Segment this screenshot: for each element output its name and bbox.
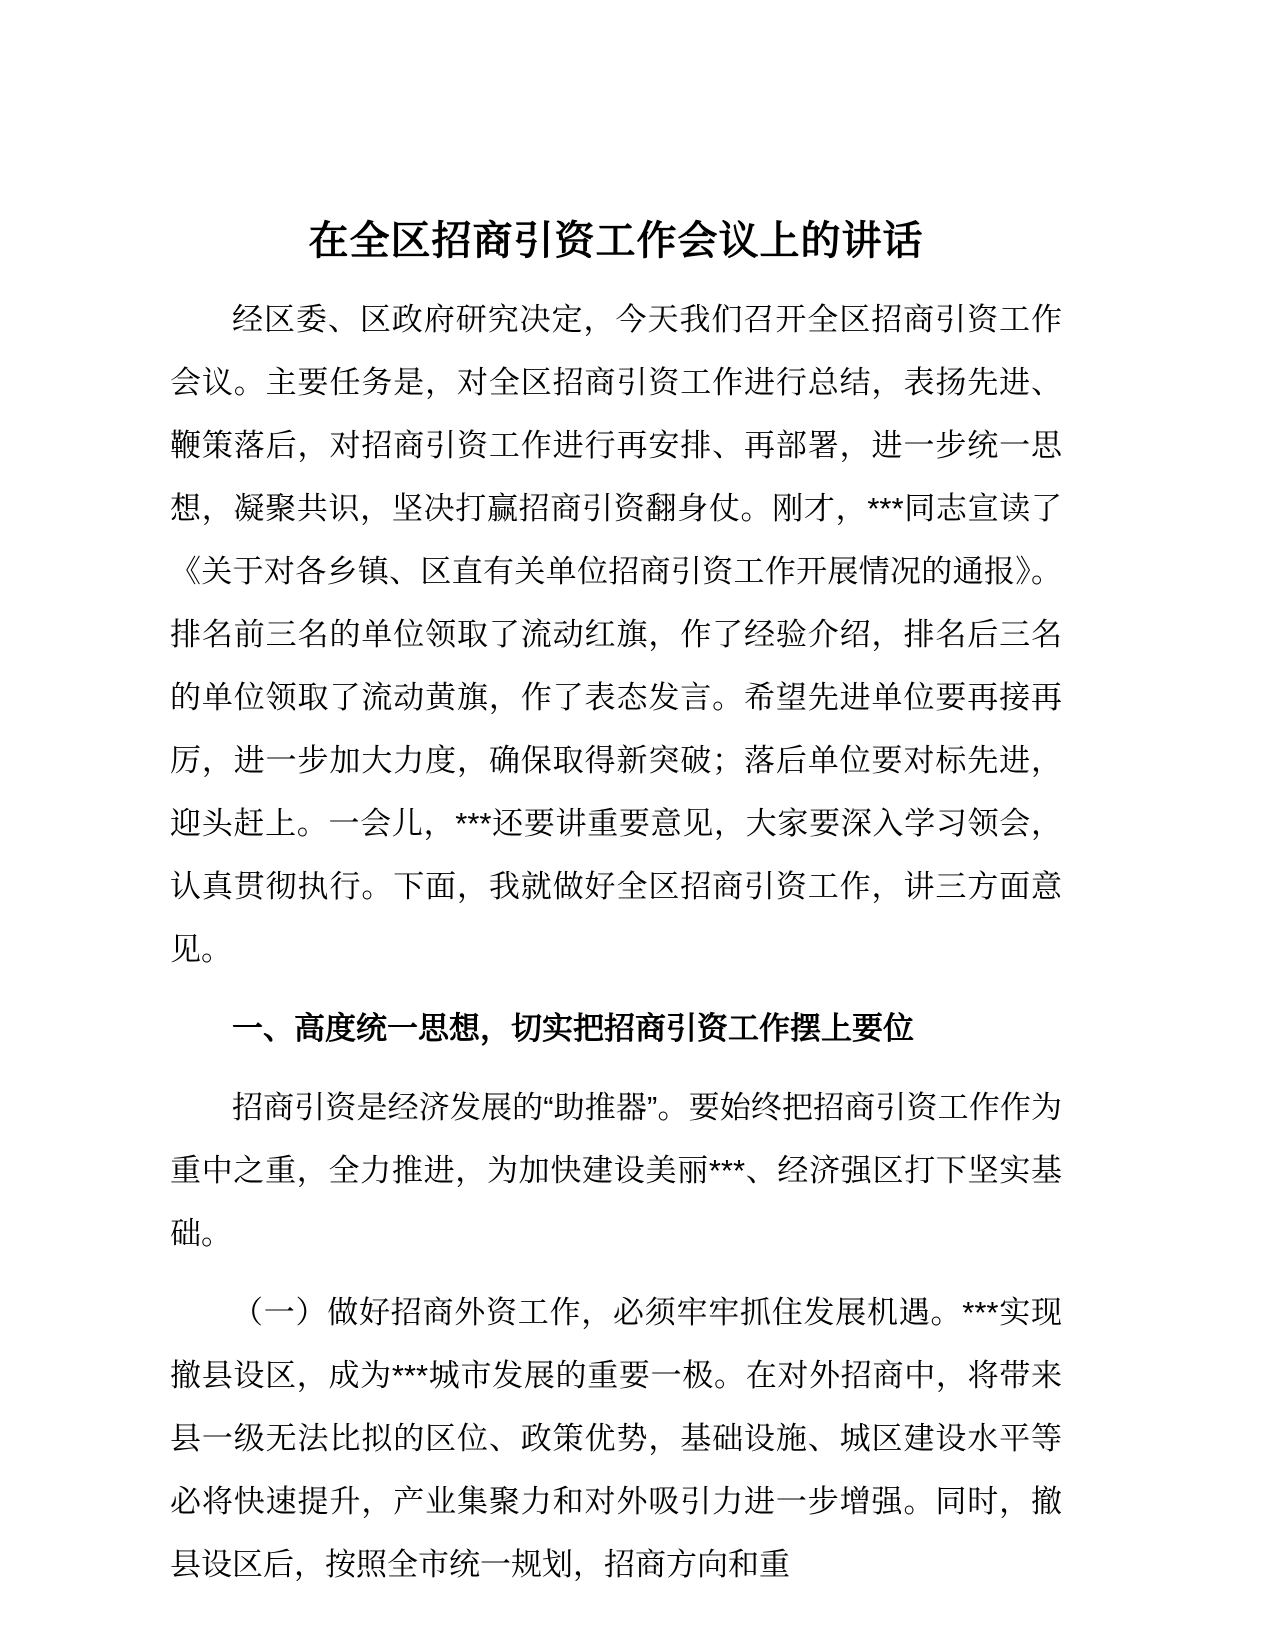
paragraph: 招商引资是经济发展的“助推器”。要始终把招商引资工作作为重中之重，全力推进，为加快建设美丽***、经济强区打下坚实基础。 <box>170 1090 1062 1251</box>
paragraph: 经区委、区政府研究决定，今天我们召开全区招商引资工作会议。主要任务是，对全区招商引资工作进行总结，表扬先进、鞭策落后，对招商引资工作进行再安排、再部署，进一步统一思想，凝聚共识，坚决打赢招商引资翻身仗。刚才，***同志宣读了《关于对各乡镇、区直有关单位招商引资工作开展情况的通报》。排名前三名的单位领取了流动红旗，作了经验介绍，排名后三名的单位领取了流动黄旗，作了表态发言。希望先进单位要再接再厉，进一步加大力度，确保取得新突破；落后单位要对标先进，迎头赶上。一会儿，***还要讲重要意见，大家要深入学习领会，认真贯彻执行。下面，我就做好全区招商引资工作，讲三方面意见。 <box>170 302 1062 967</box>
paragraph: （一）做好招商外资工作，必须牢牢抓住发展机遇。***实现撤县设区，成为***城市发展的重要一极。在对外招商中，将带来县一级无法比拟的区位、政策优势，基础设施、城区建设水平等必将快速提升，产业集聚力和对外吸引力进一步增强。同时，撤县设区后，按照全市统一规划，招商方向和重 <box>170 1295 1062 1582</box>
document-title: 在全区招商引资工作会议上的讲话 <box>308 219 924 263</box>
section-heading: 一、高度统一思想，切实把招商引资工作摆上要位 <box>232 1011 914 1046</box>
document-body <box>170 288 1062 1596</box>
